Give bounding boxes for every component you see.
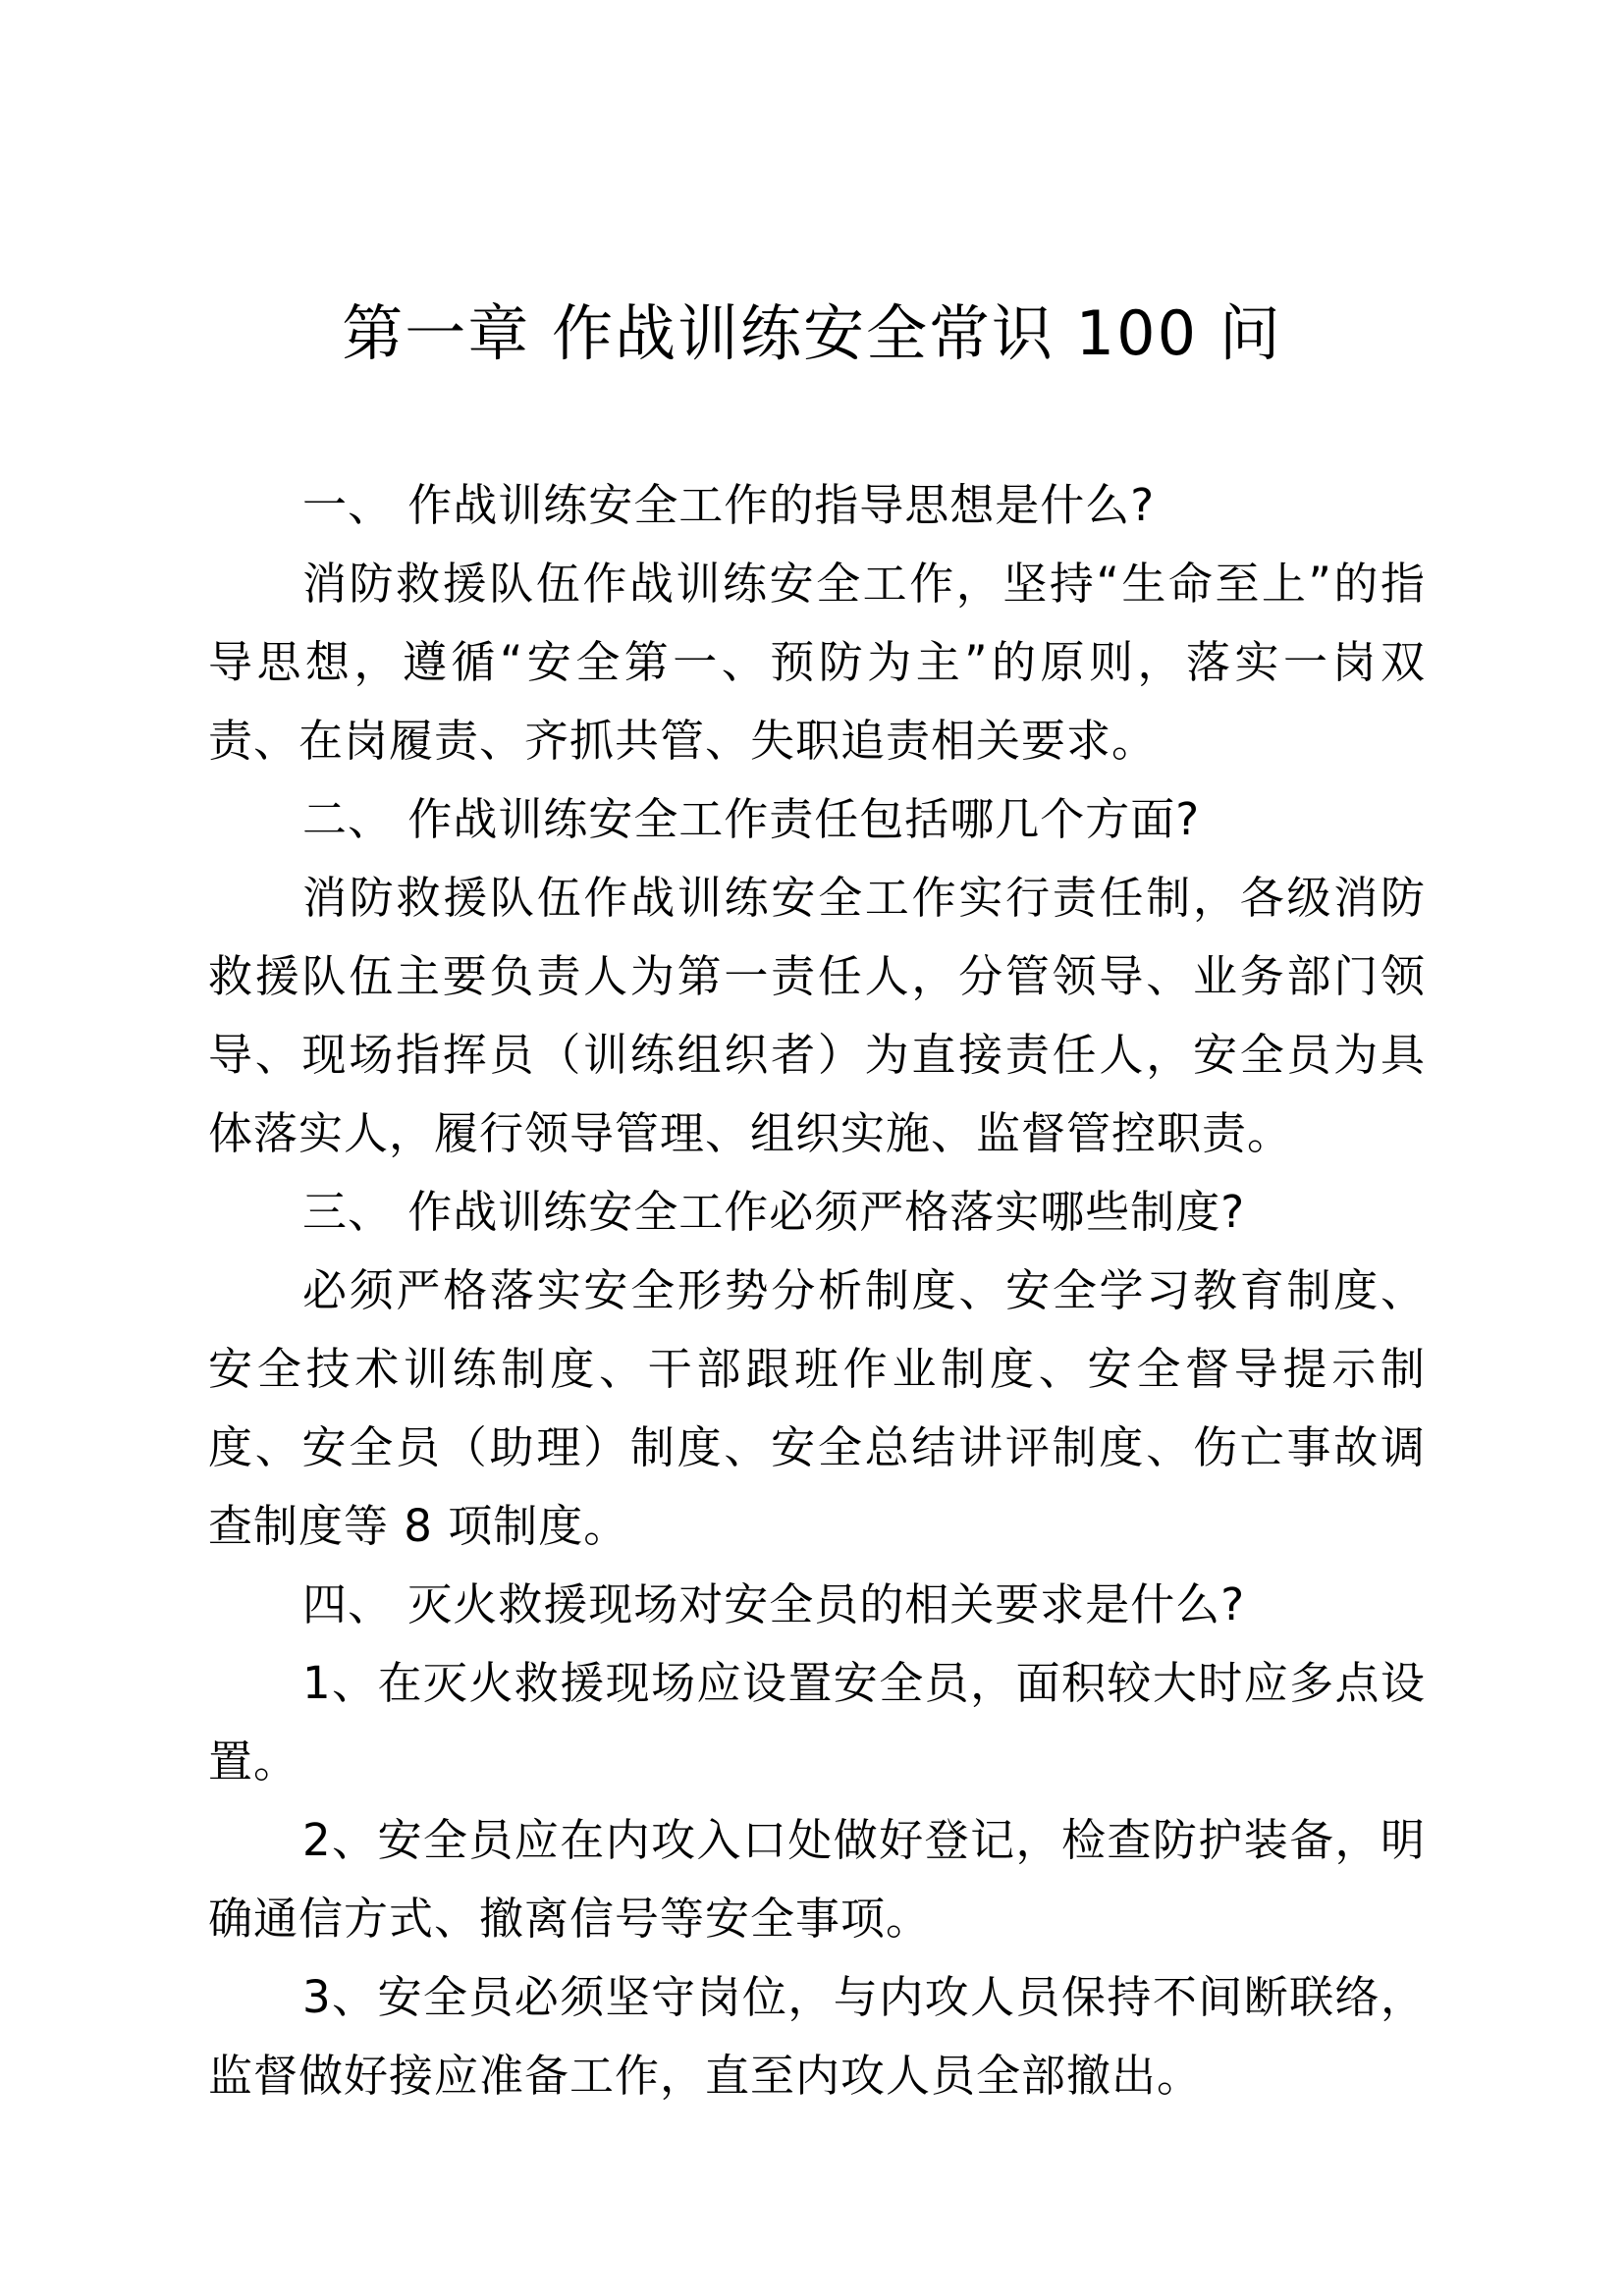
- answer-1: 消防救援队伍作战训练安全工作，坚持“生命至上”的指导思想，遵循“安全第一、预防为主”的原则，落实一岗双责、在岗履责、齐抓共管、失职追责相关要求。: [208, 558, 1426, 767]
- answer-2: 消防救援队伍作战训练安全工作实行责任制，各级消防救援队伍主要负责人为第一责任人，分管领导、业务部门领导、现场指挥员（训练组织者）为直接责任人，安全员为具体落实人，履行领导管理、组织实施、监督管控职责。: [208, 872, 1426, 1159]
- answer-4-item-2: 2、安全员应在内攻入口处做好登记，检查防护装备，明确通信方式、撤离信号等安全事项。: [208, 1814, 1426, 1945]
- answer-4-item-1: 1、在灭火救援现场应设置安全员，面积较大时应多点设置。: [208, 1657, 1426, 1788]
- document-body: [208, 466, 1426, 2115]
- question-2: 二、 作战训练安全工作责任包括哪几个方面?: [302, 793, 1201, 845]
- question-4: 四、 灭火救援现场对安全员的相关要求是什么?: [302, 1578, 1246, 1630]
- chapter-title: 第一章 作战训练安全常识 100 问: [342, 297, 1282, 369]
- question-1: 一、 作战训练安全工作的指导思想是什么?: [302, 479, 1156, 531]
- question-3: 三、 作战训练安全工作必须严格落实哪些制度?: [302, 1186, 1246, 1238]
- answer-3: 必须严格落实安全形势分析制度、安全学习教育制度、安全技术训练制度、干部跟班作业制度、安全督导提示制度、安全员（助理）制度、安全总结讲评制度、伤亡事故调查制度等 8 项制度。: [208, 1264, 1426, 1552]
- answer-4-item-3: 3、安全员必须坚守岗位，与内攻人员保持不间断联络，监督做好接应准备工作，直至内攻人员全部撤出。: [208, 1971, 1426, 2102]
